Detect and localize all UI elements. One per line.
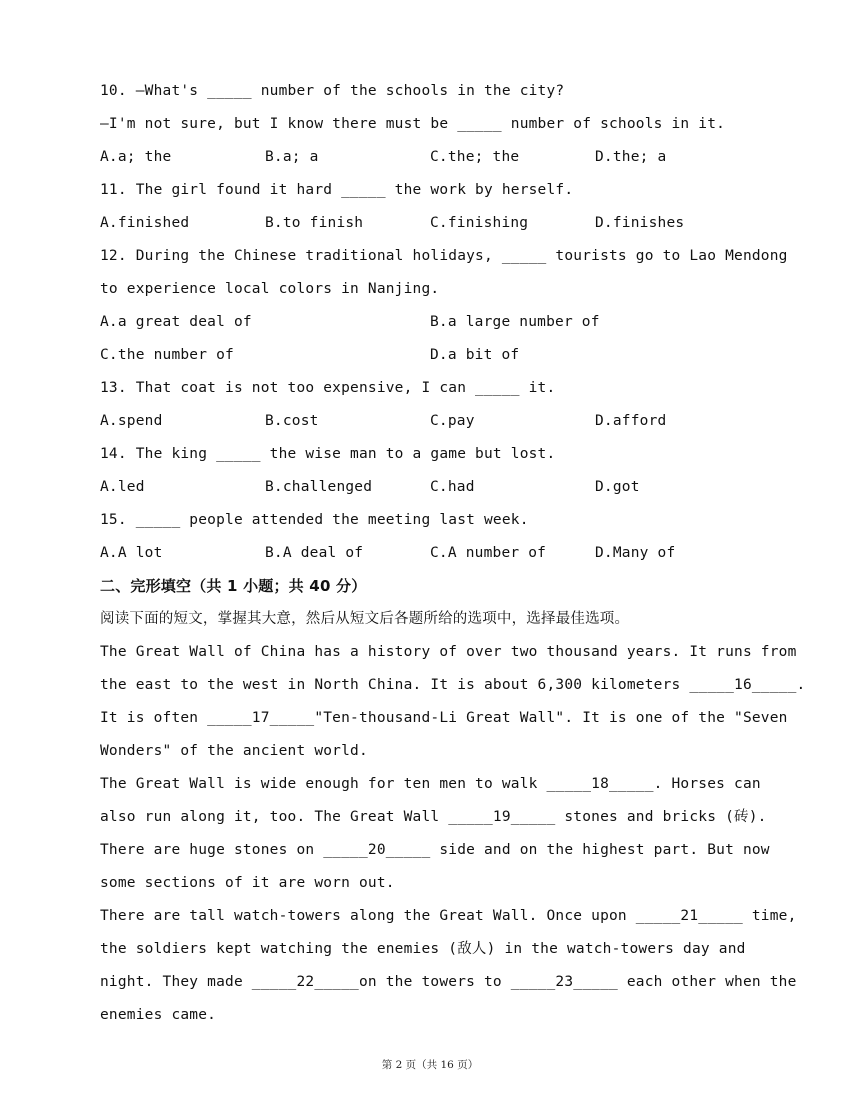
option-b: B.challenged xyxy=(265,479,373,495)
section-cloze xyxy=(100,573,806,1035)
question-15 xyxy=(100,507,770,573)
question-stem: 15. _____ people attended the meeting last week. xyxy=(100,512,529,528)
answer-options xyxy=(100,210,770,243)
answer-options xyxy=(100,540,770,573)
question-stem: 11. The girl found it hard _____ the work by herself. xyxy=(100,182,574,198)
answer-options xyxy=(100,144,770,177)
option-c: C.finishing xyxy=(430,215,529,231)
option-d: D.the; a xyxy=(595,149,667,165)
passage-line: There are huge stones on _____20_____ side and on the highest part. But now xyxy=(100,842,770,858)
option-a: A.A lot xyxy=(100,545,163,561)
passage-line: enemies came. xyxy=(100,1007,217,1023)
option-a: A.a; the xyxy=(100,149,172,165)
option-d: D.Many of xyxy=(595,545,676,561)
option-b: B.to finish xyxy=(265,215,364,231)
passage-line: Wonders" of the ancient world. xyxy=(100,743,368,759)
passage-line: the east to the west in North China. It is about 6,300 kilometers _____16_____. xyxy=(100,677,806,693)
section-heading: 二、完形填空（共 1 小题；共 40 分） xyxy=(100,577,367,595)
question-stem: 13. That coat is not too expensive, I can _____ it. xyxy=(100,380,556,396)
question-stem: —I'm not sure, but I know there must be _____ number of schools in it. xyxy=(100,116,726,132)
passage-line: There are tall watch-towers along the Great Wall. Once upon _____21_____ time, xyxy=(100,908,797,924)
option-c: C.had xyxy=(430,479,475,495)
option-a: A.finished xyxy=(100,215,190,231)
passage-line: the soldiers kept watching the enemies (敌人) in the watch-towers day and xyxy=(100,941,746,957)
passage-line: It is often _____17_____"Ten-thousand-Li Great Wall". It is one of the "Seven xyxy=(100,710,788,726)
cloze-passage xyxy=(100,639,806,1035)
option-a: A.led xyxy=(100,479,145,495)
option-d: D.a bit of xyxy=(430,347,520,363)
question-12 xyxy=(100,243,788,375)
question-stem: 14. The king _____ the wise man to a game but lost. xyxy=(100,446,556,462)
option-d: D.afford xyxy=(595,413,667,429)
question-stem: to experience local colors in Nanjing. xyxy=(100,281,440,297)
passage-line: The Great Wall of China has a history of over two thousand years. It runs from xyxy=(100,644,797,660)
option-a: A.spend xyxy=(100,413,163,429)
question-11 xyxy=(100,177,770,243)
option-b: B.A deal of xyxy=(265,545,364,561)
page-footer: 第 2 页（共 16 页） xyxy=(381,1059,479,1071)
option-b: B.a; a xyxy=(265,149,319,165)
question-13 xyxy=(100,375,770,441)
option-a: A.a great deal of xyxy=(100,314,252,330)
question-10 xyxy=(100,78,770,177)
answer-options xyxy=(100,408,770,441)
option-d: D.finishes xyxy=(595,215,685,231)
option-c: C.A number of xyxy=(430,545,547,561)
answer-options xyxy=(100,309,770,342)
passage-line: night. They made _____22_____on the towers to _____23_____ each other when the xyxy=(100,974,797,990)
section-instruction: 阅读下面的短文，掌握其大意，然后从短文后各题所给的选项中，选择最佳选项。 xyxy=(100,611,630,627)
passage-line: The Great Wall is wide enough for ten men to walk _____18_____. Horses can xyxy=(100,776,761,792)
question-14 xyxy=(100,441,770,507)
option-b: B.a large number of xyxy=(430,314,600,330)
option-d: D.got xyxy=(595,479,640,495)
option-c: C.the number of xyxy=(100,347,234,363)
answer-options xyxy=(100,342,770,375)
option-c: C.pay xyxy=(430,413,475,429)
exam-page xyxy=(100,78,806,1035)
question-stem: 10. —What's _____ number of the schools in the city? xyxy=(100,83,565,99)
answer-options xyxy=(100,474,770,507)
passage-line: some sections of it are worn out. xyxy=(100,875,395,891)
question-stem: 12. During the Chinese traditional holidays, _____ tourists go to Lao Mendong xyxy=(100,248,788,264)
option-c: C.the; the xyxy=(430,149,520,165)
passage-line: also run along it, too. The Great Wall _____19_____ stones and bricks (砖). xyxy=(100,809,767,825)
option-b: B.cost xyxy=(265,413,319,429)
